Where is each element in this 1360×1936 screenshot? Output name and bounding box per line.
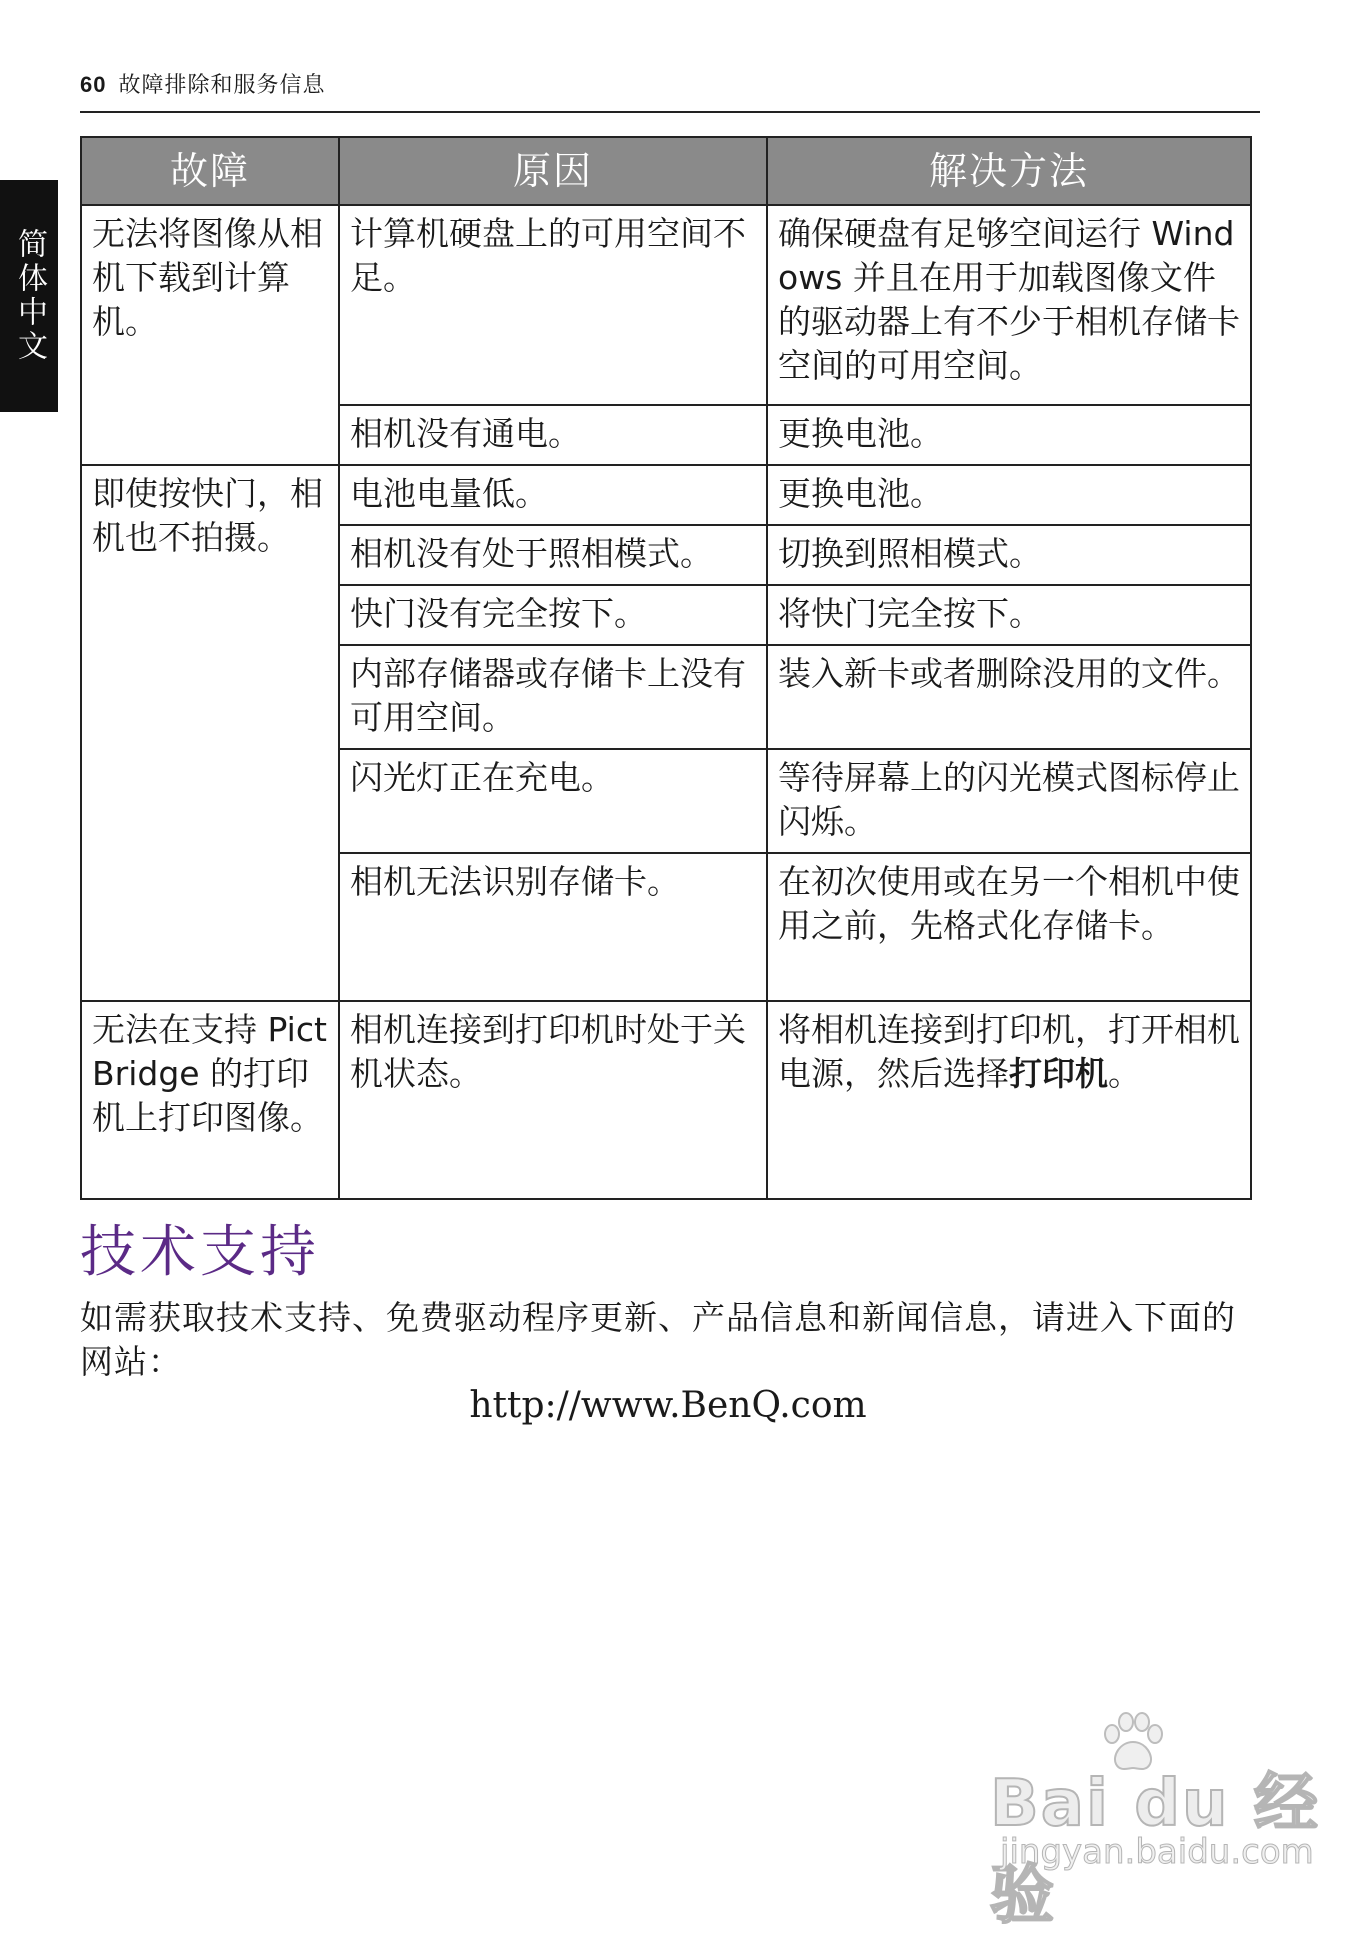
solution-cell: 在初次使用或在另一个相机中使用之前，先格式化存储卡。 [767, 853, 1251, 1001]
problem-cell: 无法在支持 PictBridge 的打印机上打印图像。 [81, 1001, 339, 1199]
cause-cell: 相机没有处于照相模式。 [339, 525, 767, 585]
page-header [80, 70, 1260, 113]
solution-cell: 将快门完全按下。 [767, 585, 1251, 645]
problem-cell: 无法将图像从相机下载到计算机。 [81, 205, 339, 465]
language-side-tab [0, 180, 58, 412]
cause-cell: 内部存储器或存储卡上没有可用空间。 [339, 645, 767, 749]
solution-cell: 切换到照相模式。 [767, 525, 1251, 585]
header-problem: 故障 [81, 137, 339, 205]
section-title: 故障排除和服务信息 [118, 73, 326, 98]
header-cause: 原因 [339, 137, 767, 205]
language-label: 简体中文 [12, 228, 47, 364]
cause-cell: 相机连接到打印机时处于关机状态。 [339, 1001, 767, 1199]
watermark-domain: jingyan.baidu.com [1000, 1832, 1314, 1872]
tech-support-body: 如需获取技术支持、免费驱动程序更新、产品信息和新闻信息，请进入下面的网站： [80, 1298, 1236, 1381]
solution-period: 。 [1108, 1054, 1141, 1093]
solution-cell: 装入新卡或者删除没用的文件。 [767, 645, 1251, 749]
print-menu-name: 打印机 [1009, 1054, 1108, 1093]
baidu-watermark [990, 1712, 1320, 1933]
support-website-link[interactable]: http://www.BenQ.com [469, 1385, 867, 1426]
solution-cell: 等待屏幕上的闪光模式图标停止闪烁。 [767, 749, 1251, 853]
table-row [81, 205, 1251, 405]
table-row [81, 1001, 1251, 1199]
cause-cell: 快门没有完全按下。 [339, 585, 767, 645]
table-header-row [81, 137, 1251, 205]
problem-cell: 即使按快门，相机也不拍摄。 [81, 465, 339, 1001]
solution-cell [767, 1001, 1251, 1199]
cause-cell: 相机没有通电。 [339, 405, 767, 465]
table-row [81, 465, 1251, 525]
header-solution: 解决方法 [767, 137, 1251, 205]
tech-support-title: 技术支持 [80, 1220, 320, 1285]
page-number: 60 [80, 72, 107, 97]
solution-cell: 更换电池。 [767, 465, 1251, 525]
cause-cell: 计算机硬盘上的可用空间不足。 [339, 205, 767, 405]
watermark-brand: Bai du 经验 [990, 1767, 1320, 1933]
cause-cell: 相机无法识别存储卡。 [339, 853, 767, 1001]
cause-cell: 电池电量低。 [339, 465, 767, 525]
solution-text: 将相机连接到打印机，打开相机电源，然后选择 [778, 1010, 1240, 1093]
solution-cell: 更换电池。 [767, 405, 1251, 465]
troubleshooting-table [80, 136, 1252, 1200]
cause-cell: 闪光灯正在充电。 [339, 749, 767, 853]
solution-cell: 确保硬盘有足够空间运行 Windows 并且在用于加载图像文件的驱动器上有不少于相机存储卡空间的可用空间。 [767, 205, 1251, 405]
